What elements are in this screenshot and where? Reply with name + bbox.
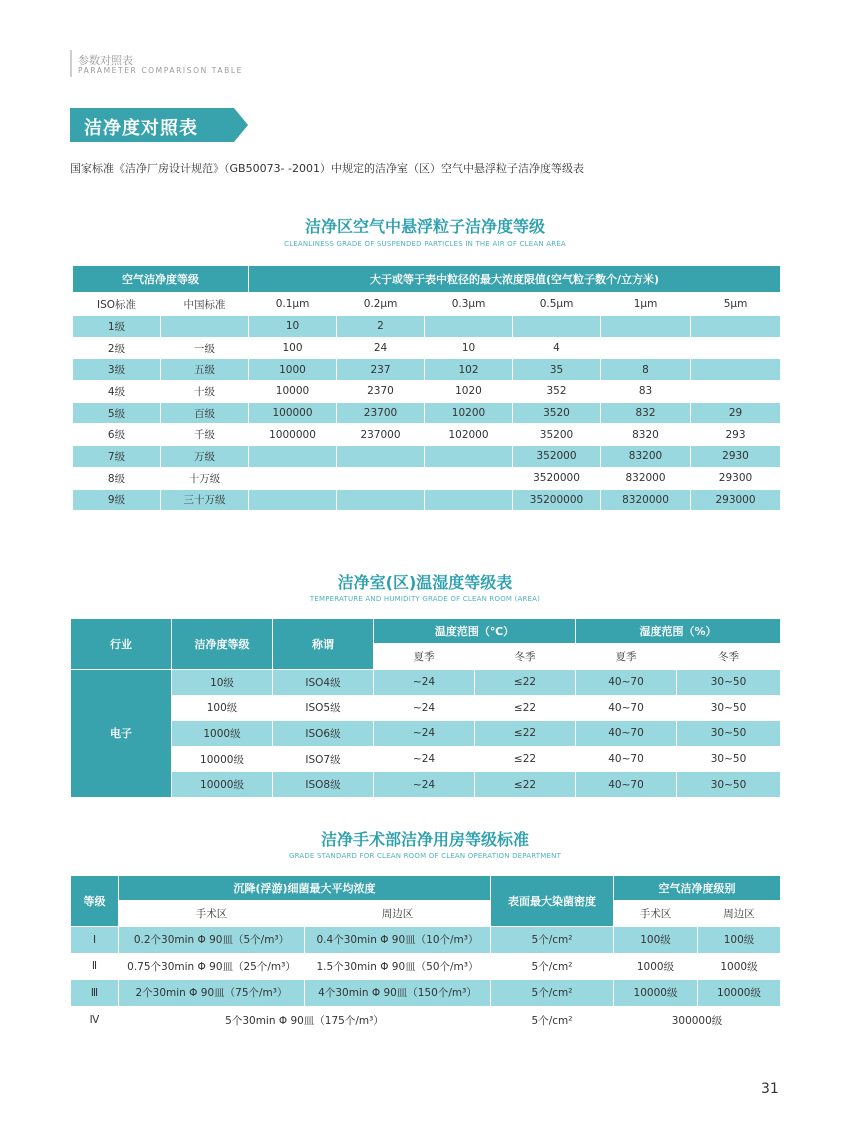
t2-head-name: 称谓 — [273, 619, 374, 670]
table1-title: 洁净区空气中悬浮粒子洁净度等级 — [304, 217, 545, 236]
table-cell: 1020 — [425, 381, 513, 403]
t3-head-settle: 沉降(浮游)细菌最大平均浓度 — [119, 876, 491, 901]
table-cell: 0.75个30min Φ 90皿（25个/m³） — [119, 953, 305, 980]
t1-head-limits: 大于或等于表中粒径的最大浓度限值(空气粒子数个/立方米) — [249, 266, 781, 293]
table-cell: 4级 — [73, 381, 161, 403]
table-row — [73, 359, 781, 381]
table-row — [73, 489, 781, 511]
t1-subheader-cell: 0.3μm — [425, 293, 513, 316]
t1-subheader-cell: 中国标准 — [161, 293, 249, 316]
table2-title: 洁净室(区)温湿度等级表 — [337, 573, 513, 592]
table-cell: 0.4个30min Φ 90皿（10个/m³） — [305, 927, 491, 954]
t3-head-peri: 周边区 — [305, 901, 491, 927]
table-cell: 3级 — [73, 359, 161, 381]
table-cell: 10200 — [425, 402, 513, 424]
table-cell: 102000 — [425, 424, 513, 446]
particle-grade-table — [72, 265, 781, 511]
table-cell: 8级 — [73, 467, 161, 489]
table-row — [73, 446, 781, 468]
table-cell — [425, 489, 513, 511]
table-cell — [425, 446, 513, 468]
table-cell: 5个/cm² — [491, 980, 614, 1007]
table-cell — [513, 316, 601, 338]
table-cell: 8320000 — [601, 489, 691, 511]
table-cell: 1000级 — [172, 721, 273, 747]
table-cell: ≤22 — [475, 746, 576, 772]
t2-head-industry: 行业 — [71, 619, 172, 670]
table-cell: 2930 — [691, 446, 781, 468]
table-cell: Ⅰ — [71, 927, 119, 954]
t2-head-humidity: 湿度范围（%） — [576, 619, 781, 644]
table-cell: 1级 — [73, 316, 161, 338]
table-cell: 35 — [513, 359, 601, 381]
table-cell: 9级 — [73, 489, 161, 511]
table-row — [71, 927, 781, 954]
table-cell: 5级 — [73, 402, 161, 424]
table-cell: 83 — [601, 381, 691, 403]
table-cell: 2个30min Φ 90皿（75个/m³） — [119, 980, 305, 1007]
table-row — [71, 721, 781, 747]
table-cell: 十级 — [161, 381, 249, 403]
table-cell: 300000级 — [614, 1006, 781, 1034]
table-cell: ≤22 — [475, 772, 576, 798]
table-row — [73, 381, 781, 403]
intro-text: 国家标准《洁净厂房设计规范》（GB50073- -2001）中规定的洁净室（区）空气中悬浮粒子洁净度等级表 — [70, 162, 584, 175]
table-cell: 100级 — [698, 927, 781, 954]
table-cell: ~24 — [374, 746, 475, 772]
table-cell — [425, 467, 513, 489]
t1-subheader-cell: 5μm — [691, 293, 781, 316]
table-cell: 4 — [513, 337, 601, 359]
table-cell: 五级 — [161, 359, 249, 381]
table-cell: 10 — [425, 337, 513, 359]
table-cell: 1000 — [249, 359, 337, 381]
table-cell: 83200 — [601, 446, 691, 468]
table-cell: 10级 — [172, 670, 273, 696]
table-cell: Ⅲ — [71, 980, 119, 1007]
t2-head-winter: 冬季 — [475, 644, 576, 670]
table-cell: 千级 — [161, 424, 249, 446]
table-row — [71, 1006, 781, 1034]
table-cell: 6级 — [73, 424, 161, 446]
t2-head-grade: 洁净度等级 — [172, 619, 273, 670]
table-row — [73, 424, 781, 446]
table-cell: 8 — [601, 359, 691, 381]
table-cell: 30~50 — [677, 746, 781, 772]
table-row — [71, 953, 781, 980]
table-cell — [691, 337, 781, 359]
table-cell: 35200000 — [513, 489, 601, 511]
table-cell: ~24 — [374, 721, 475, 747]
table-cell: 100级 — [172, 695, 273, 721]
t3-head-level: 等级 — [71, 876, 119, 927]
t2-head-temp: 温度范围（℃） — [374, 619, 576, 644]
t2-industry-cell: 电子 — [71, 670, 172, 798]
table-cell: 1.5个30min Φ 90皿（50个/m³） — [305, 953, 491, 980]
table-cell: 352 — [513, 381, 601, 403]
t3-head-surface: 表面最大染菌密度 — [491, 876, 614, 927]
table-row — [71, 746, 781, 772]
table-row — [73, 337, 781, 359]
table-cell: 35200 — [513, 424, 601, 446]
table-cell: 30~50 — [677, 670, 781, 696]
table-cell: 三十万级 — [161, 489, 249, 511]
t1-subheader-cell: 0.5μm — [513, 293, 601, 316]
table-row — [71, 695, 781, 721]
t2-head-summer: 夏季 — [374, 644, 475, 670]
table-cell: 10000级 — [172, 772, 273, 798]
t1-subheader-cell: ISO标准 — [73, 293, 161, 316]
table-cell: 10 — [249, 316, 337, 338]
table-cell: 万级 — [161, 446, 249, 468]
table-cell: 10000级 — [614, 980, 698, 1007]
table-cell: 832 — [601, 402, 691, 424]
table-cell: ~24 — [374, 772, 475, 798]
table-cell: ISO6级 — [273, 721, 374, 747]
table-cell — [337, 489, 425, 511]
table-cell: 2级 — [73, 337, 161, 359]
t3-head-air: 空气洁净度级别 — [614, 876, 781, 901]
table-cell: 1000级 — [698, 953, 781, 980]
t3-head-op: 手术区 — [614, 901, 698, 927]
table-cell: ISO5级 — [273, 695, 374, 721]
table-cell: 3520 — [513, 402, 601, 424]
table-cell: ≤22 — [475, 670, 576, 696]
table-cell — [691, 316, 781, 338]
table-cell: 29300 — [691, 467, 781, 489]
t2-head-summer: 夏季 — [576, 644, 677, 670]
t3-head-op: 手术区 — [119, 901, 305, 927]
table-cell: Ⅳ — [71, 1006, 119, 1034]
table-cell: 10000 — [249, 381, 337, 403]
table-cell — [249, 467, 337, 489]
table-cell: 40~70 — [576, 746, 677, 772]
table-cell: Ⅱ — [71, 953, 119, 980]
t3-head-peri: 周边区 — [698, 901, 781, 927]
table-cell: 102 — [425, 359, 513, 381]
header-title-en: PARAMETER COMPARISON TABLE — [78, 66, 243, 75]
table-cell — [601, 337, 691, 359]
table-cell: 2370 — [337, 381, 425, 403]
header-title-cn: 参数对照表 — [78, 54, 133, 67]
table-cell: 293 — [691, 424, 781, 446]
table-cell: 5个/cm² — [491, 953, 614, 980]
table-cell: 100 — [249, 337, 337, 359]
table-cell: 5个/cm² — [491, 927, 614, 954]
table-cell: ISO4级 — [273, 670, 374, 696]
table-cell: ISO7级 — [273, 746, 374, 772]
table-cell: 2 — [337, 316, 425, 338]
t1-subheader-cell: 0.2μm — [337, 293, 425, 316]
table-cell: 832000 — [601, 467, 691, 489]
table-cell: 237000 — [337, 424, 425, 446]
table-cell: ~24 — [374, 670, 475, 696]
table-cell: 10000级 — [172, 746, 273, 772]
table-cell: 100级 — [614, 927, 698, 954]
table-cell: 一级 — [161, 337, 249, 359]
table-cell: 293000 — [691, 489, 781, 511]
table-cell — [249, 446, 337, 468]
table-row — [71, 670, 781, 696]
table-cell: 8320 — [601, 424, 691, 446]
table-cell: 十万级 — [161, 467, 249, 489]
table-cell — [601, 316, 691, 338]
table-cell: 30~50 — [677, 772, 781, 798]
table-cell: 40~70 — [576, 721, 677, 747]
table-row — [73, 316, 781, 338]
table-cell: 40~70 — [576, 670, 677, 696]
table-cell — [337, 446, 425, 468]
table-cell: 百级 — [161, 402, 249, 424]
table-cell: 30~50 — [677, 721, 781, 747]
table-cell: 237 — [337, 359, 425, 381]
section-title: 洁净度对照表 — [84, 118, 198, 139]
table-cell — [161, 316, 249, 338]
table2-subtitle: TEMPERATURE AND HUMIDITY GRADE OF CLEAN ROOM (AREA) — [309, 595, 541, 603]
t1-subheader-row — [73, 293, 781, 316]
t2-head-winter: 冬季 — [677, 644, 781, 670]
table-row — [71, 772, 781, 798]
table-row — [71, 980, 781, 1007]
table-cell: 5个/cm² — [491, 1006, 614, 1034]
t1-subheader-cell: 1μm — [601, 293, 691, 316]
page-number: 31 — [761, 1081, 779, 1097]
table-cell: ISO8级 — [273, 772, 374, 798]
table-cell: 3520000 — [513, 467, 601, 489]
table-cell: 1000级 — [614, 953, 698, 980]
table-cell — [425, 316, 513, 338]
table-cell: 0.2个30min Φ 90皿（5个/m³） — [119, 927, 305, 954]
section-title-tag — [70, 108, 248, 142]
table-cell: 1000000 — [249, 424, 337, 446]
table-cell: 10000级 — [698, 980, 781, 1007]
operation-room-table — [70, 875, 781, 1035]
table3-subtitle: GRADE STANDARD FOR CLEAN ROOM OF CLEAN OPERATION DEPARTMENT — [288, 852, 562, 860]
table1-subtitle: CLEANLINESS GRADE OF SUSPENDED PARTICLES IN THE AIR OF CLEAN AREA — [284, 240, 566, 248]
table-cell — [691, 381, 781, 403]
table-cell — [691, 359, 781, 381]
table-row — [73, 402, 781, 424]
table-cell: 7级 — [73, 446, 161, 468]
table3-title: 洁净手术部洁净用房等级标准 — [320, 830, 529, 849]
table-cell: 5个30min Φ 90皿（175个/m³） — [119, 1006, 491, 1034]
table-cell: 352000 — [513, 446, 601, 468]
table-row — [73, 467, 781, 489]
t1-subheader-cell: 0.1μm — [249, 293, 337, 316]
table-cell: ≤22 — [475, 695, 576, 721]
table-cell: ≤22 — [475, 721, 576, 747]
table-cell: 23700 — [337, 402, 425, 424]
temp-humidity-table — [70, 618, 781, 798]
header-divider — [70, 50, 72, 77]
t1-head-grade: 空气洁净度等级 — [73, 266, 249, 293]
table-cell: 100000 — [249, 402, 337, 424]
table-cell — [337, 467, 425, 489]
table-cell — [249, 489, 337, 511]
table-cell: 24 — [337, 337, 425, 359]
table-cell: 40~70 — [576, 772, 677, 798]
table-cell: 4个30min Φ 90皿（150个/m³） — [305, 980, 491, 1007]
table-cell: 29 — [691, 402, 781, 424]
table-cell: 30~50 — [677, 695, 781, 721]
table-cell: 40~70 — [576, 695, 677, 721]
table-cell: ~24 — [374, 695, 475, 721]
